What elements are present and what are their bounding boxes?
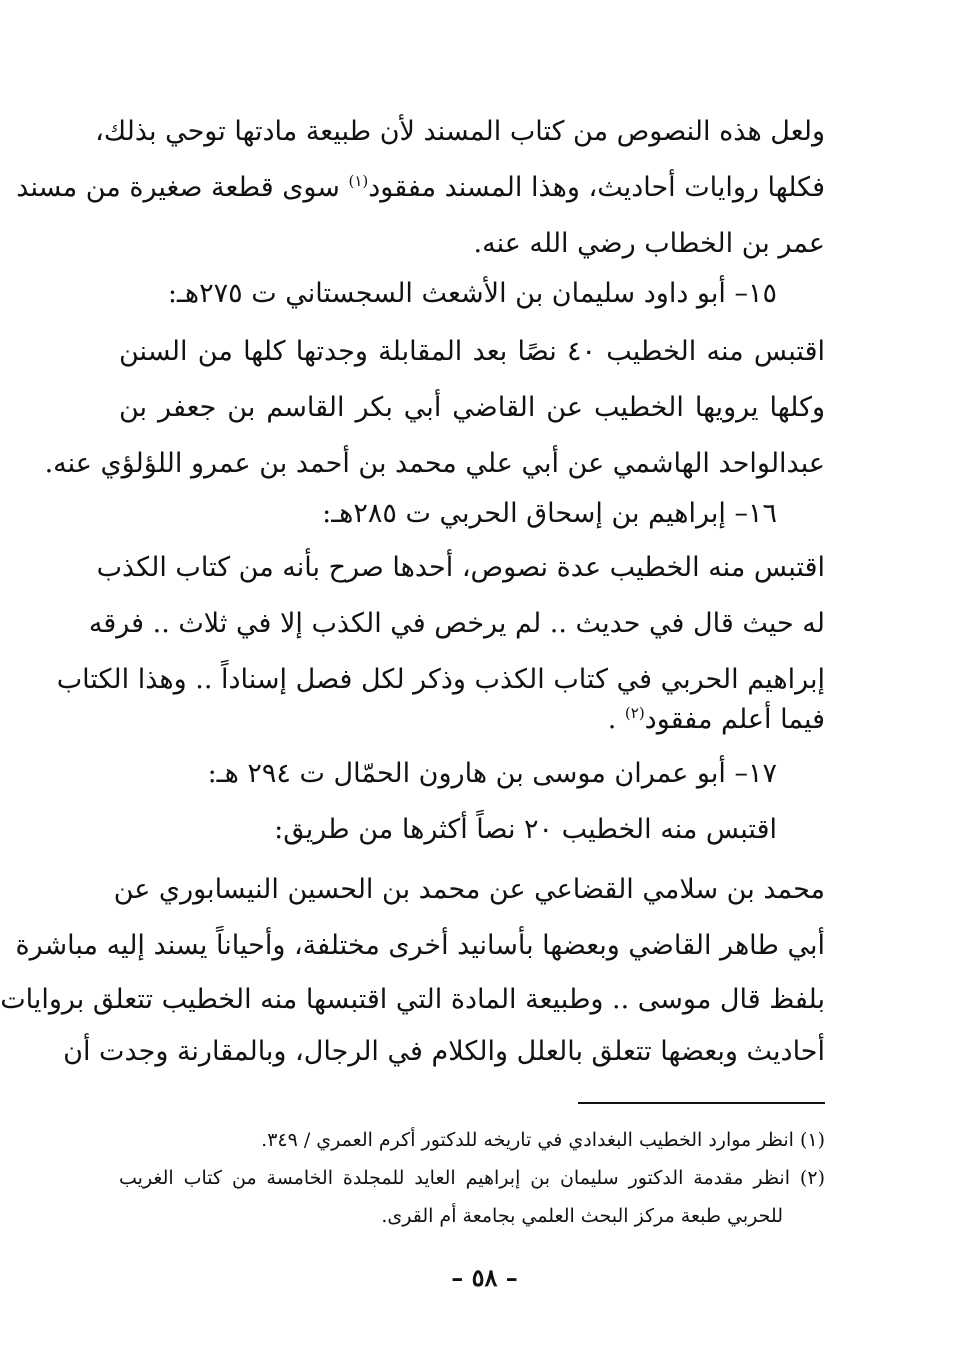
- section-heading: ١٦– إبراهيم بن إسحاق الحربي ت ٢٨٥هـ:: [322, 498, 777, 529]
- body-line-text: فيما أعلم مفقود: [644, 704, 825, 735]
- section-heading: ١٥– أبو داود سليمان بن الأشعث السجستاني ت ٢٧٥هـ:: [167, 278, 777, 309]
- body-line: محمد بن سلامي القضاعي عن محمد بن الحسين النيسابوري عن: [113, 874, 825, 905]
- footnote: (٢) انظر مقدمة الدكتور سليمان بن إبراهيم العايد للمجلدة الخامسة من كتاب الغريب: [119, 1167, 825, 1189]
- footnote: (١) انظر موارد الخطيب البغدادي في تاريخه للدكتور أكرم العمري / ٣٤٩.: [261, 1129, 825, 1151]
- body-line: [16, 160, 825, 216]
- body-line: إبراهيم الحربي في كتاب الكذب وذكر لكل فصل إسناداً .. وهذا الكتاب: [56, 664, 825, 695]
- body-line: عمر بن الخطاب رضي الله عنه.: [473, 228, 825, 259]
- body-line: [119, 692, 825, 748]
- footnote-separator: [578, 1102, 825, 1104]
- footnote-reference: (٢): [624, 704, 645, 722]
- body-line-text: .: [607, 704, 617, 735]
- body-line: اقتبس منه الخطيب عدة نصوص، أحدها صرح بأنه من كتاب الكذب: [96, 552, 825, 583]
- body-line: اقتبس منه الخطيب ٢٠ نصاً أكثرها من طريق:: [274, 814, 777, 845]
- body-line: أبي طاهر القاضي وبعضها بأسانيد أخرى مختلفة، وأحياناً يسند إليه مباشرة: [15, 930, 825, 961]
- footnote-continuation: للحربي طبعة مركز البحث العلمي بجامعة أم القرى.: [381, 1205, 783, 1227]
- body-line: له حيث قال في حديث .. لم يرخص في الكذب إلا في ثلاث .. فرقه: [88, 608, 825, 639]
- body-line: وكلها يرويها الخطيب عن القاضي أبي بكر القاسم بن جعفر بن: [119, 392, 825, 423]
- page-number: – ٥٨ –: [451, 1263, 518, 1292]
- section-heading: ١٧– أبو عمران موسى بن هارون الحمّال ت ٢٩٤ هـ:: [207, 758, 777, 789]
- body-line: عبدالواحد الهاشمي عن أبي علي محمد بن أحمد بن عمرو اللؤلؤي عنه.: [44, 448, 825, 479]
- body-line: أحاديث وبعضها تتعلق بالعلل والكلام في الرجال، وبالمقارنة وجدت أن: [63, 1036, 825, 1067]
- body-line: بلفظ قال موسى .. وطبيعة المادة التي اقتبسها منه الخطيب تتعلق بروايات: [0, 984, 825, 1015]
- body-line: ولعل هذه النصوص من كتاب المسند لأن طبيعة مادتها توحي بذلك،: [95, 116, 825, 147]
- footnote-reference: (١): [348, 172, 369, 190]
- body-line: اقتبس منه الخطيب ٤٠ نصًا بعد المقابلة وجدتها كلها من السنن: [119, 336, 825, 367]
- body-line-text: فكلها روايات أحاديث، وهذا المسند مفقود: [368, 172, 825, 203]
- body-line-text: سوى قطعة صغيرة من مسند: [16, 172, 340, 203]
